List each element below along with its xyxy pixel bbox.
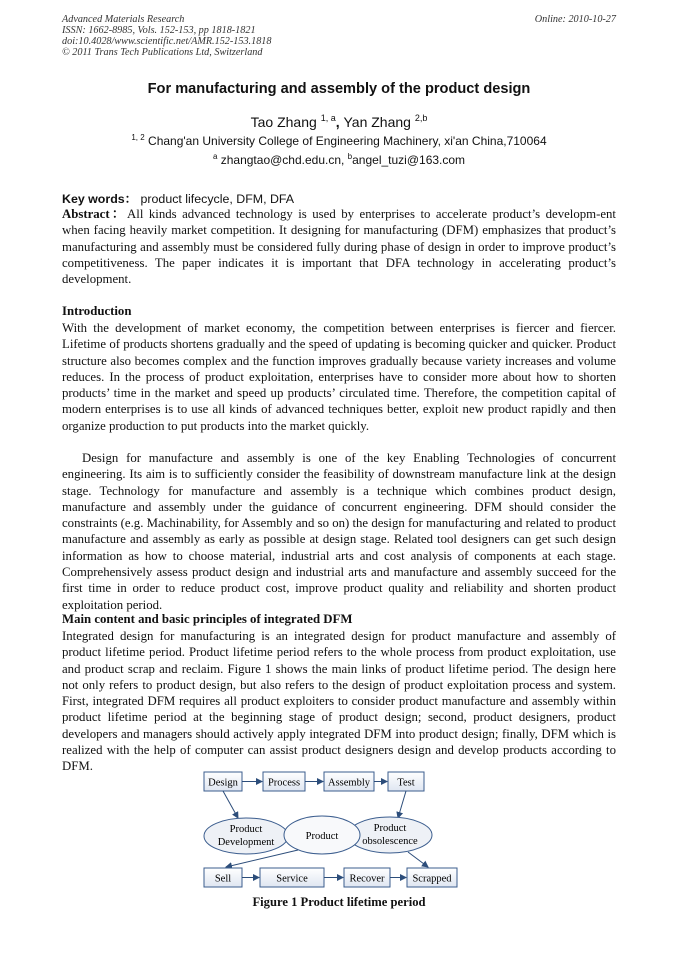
label-product-center: Product — [305, 831, 339, 842]
email-a-sup: a — [212, 152, 218, 161]
email-a[interactable]: zhangtao@chd.edu.cn, — [220, 153, 348, 167]
abstract-text: All kinds advanced technology is used by enterprises to accelerate product’s developm-ent when facing heavily market competition. It designing for manufacturing (DFM) emphasizes that product’s manufacturing and assembly must be considered fully during phase of design in order to improve product’s competitiveness. The paper indicates it is important that DFA technology in accelerating product’s development. — [62, 207, 616, 287]
main-content-heading: Main content and basic principles of integrated DFM — [62, 612, 353, 626]
arrow-test-obsolescence — [398, 791, 406, 818]
author-1: Tao Zhang — [250, 114, 317, 130]
label-process: Process — [267, 777, 301, 789]
author-2-sup: 2,b — [414, 113, 428, 123]
introduction-heading: Introduction — [62, 304, 132, 318]
author-2: Yan Zhang — [343, 114, 411, 130]
journal-header — [62, 14, 271, 58]
main-content-paragraph-1: Integrated design for manufacturing is an integrated design for product manufacture and assembly of product lifetime period. Product lifetime period refers to the whole process from product exploitation, use and product scrap and reclaim. Figure 1 shows the main links of product lifetime period. The design here not only refers to product design, but also refers to the design of product exploitation process and system. First, integrated DFM requires all product exploiters to consider product manufacture and assembly within product lifetime period at the beginning stage of product design; second, product designers, product developers and managers should actively apply integrated DFM into product design; finally, DFM which is realized with the help of computer can assist product designers design and develop products according to DFM. — [62, 629, 616, 774]
label-test: Test — [397, 777, 415, 789]
journal-name: Advanced Materials Research — [62, 14, 185, 25]
label-product-obsolescence-1: Product — [373, 823, 407, 834]
email-line — [0, 152, 678, 167]
figure-caption: Figure 1 Product lifetime period — [252, 895, 426, 909]
abstract — [62, 206, 616, 287]
label-scrapped: Scrapped — [412, 873, 452, 885]
introduction-paragraph-1: With the development of market economy, the competition between enterprises is fiercer and fiercer. Lifetime of products shortens gradually and the speed of updating is becoming quicker and quicker. Product structure also becomes complex and the function improves gradually because variety increases and volume reduces. In the process of product exploitation, enterprises have to consider more about how to shorten products’ time in the market and speed up products’ circulated time. Therefore, the competition capital of modern enterprises is to use all kinds of advanced techniques better, exploit new product rapidly and then organize production to put products into the market quickly. — [62, 321, 616, 433]
keywords — [62, 189, 294, 207]
copyright-line: © 2011 Trans Tech Publications Ltd, Switzerland — [62, 47, 263, 58]
author-line — [0, 113, 678, 130]
label-assembly: Assembly — [328, 777, 370, 789]
affiliation-text: Chang'an University College of Engineering Machinery, xi'an China,710064 — [148, 134, 547, 148]
issn-line: ISSN: 1662-8985, Vols. 152-153, pp 1818-1821 — [62, 25, 256, 36]
email-b-sup: b — [347, 152, 353, 161]
doi-line[interactable]: doi:10.4028/www.scientific.net/AMR.152-153.1818 — [62, 36, 272, 47]
label-service: Service — [276, 873, 308, 885]
label-product-development-2: Development — [217, 837, 275, 848]
arrow-design-development — [223, 791, 238, 818]
arrow-obsolescence-scrapped — [408, 852, 428, 867]
online-date: Online: 2010-10-27 — [534, 14, 616, 25]
product-lifetime-diagram — [198, 768, 460, 894]
abstract-label: Abstract： — [62, 207, 128, 221]
label-product-obsolescence-2: obsolescence — [362, 836, 418, 847]
affiliation-sup: 1, 2 — [131, 133, 145, 142]
label-recover: Recover — [349, 873, 385, 885]
author-separator: , — [335, 114, 344, 130]
paper-title: For manufacturing and assembly of the product design — [147, 81, 531, 97]
affiliation — [0, 133, 678, 148]
author-1-sup: 1, a — [320, 113, 336, 123]
label-product-development-1: Product — [229, 824, 263, 835]
keywords-label: Key words： — [62, 192, 138, 206]
introduction-paragraph-2: Design for manufacture and assembly is one of the key Enabling Technologies of concurrent engineering. Its aim is to sufficiently consider the feasibility of downstream manufacture link at the design stage. Technology for manufacture and assembly is a technique which combines product design, manufacture and assembly under the guidance of concurrent engineering. DFM should consider the constraints (e.g. Machinability, for Assembly and so on) the design for manufacturing and related to product manufacture and assembly as early as possible at design stage. Related tool designers can get such design information as how to choose material, industrial arts and cost analysis of components at each stage. Comprehensively assess product design and industrial arts and manufacture and assembly succeed for the first time in order to reduce product cost, improve product quality and reliability and shorten product exploitation period. — [62, 451, 616, 612]
label-design: Design — [208, 777, 238, 789]
label-sell: Sell — [214, 873, 232, 885]
keywords-text: product lifecycle, DFM, DFA — [140, 192, 295, 206]
email-b[interactable]: angel_tuzi@163.com — [352, 153, 466, 167]
